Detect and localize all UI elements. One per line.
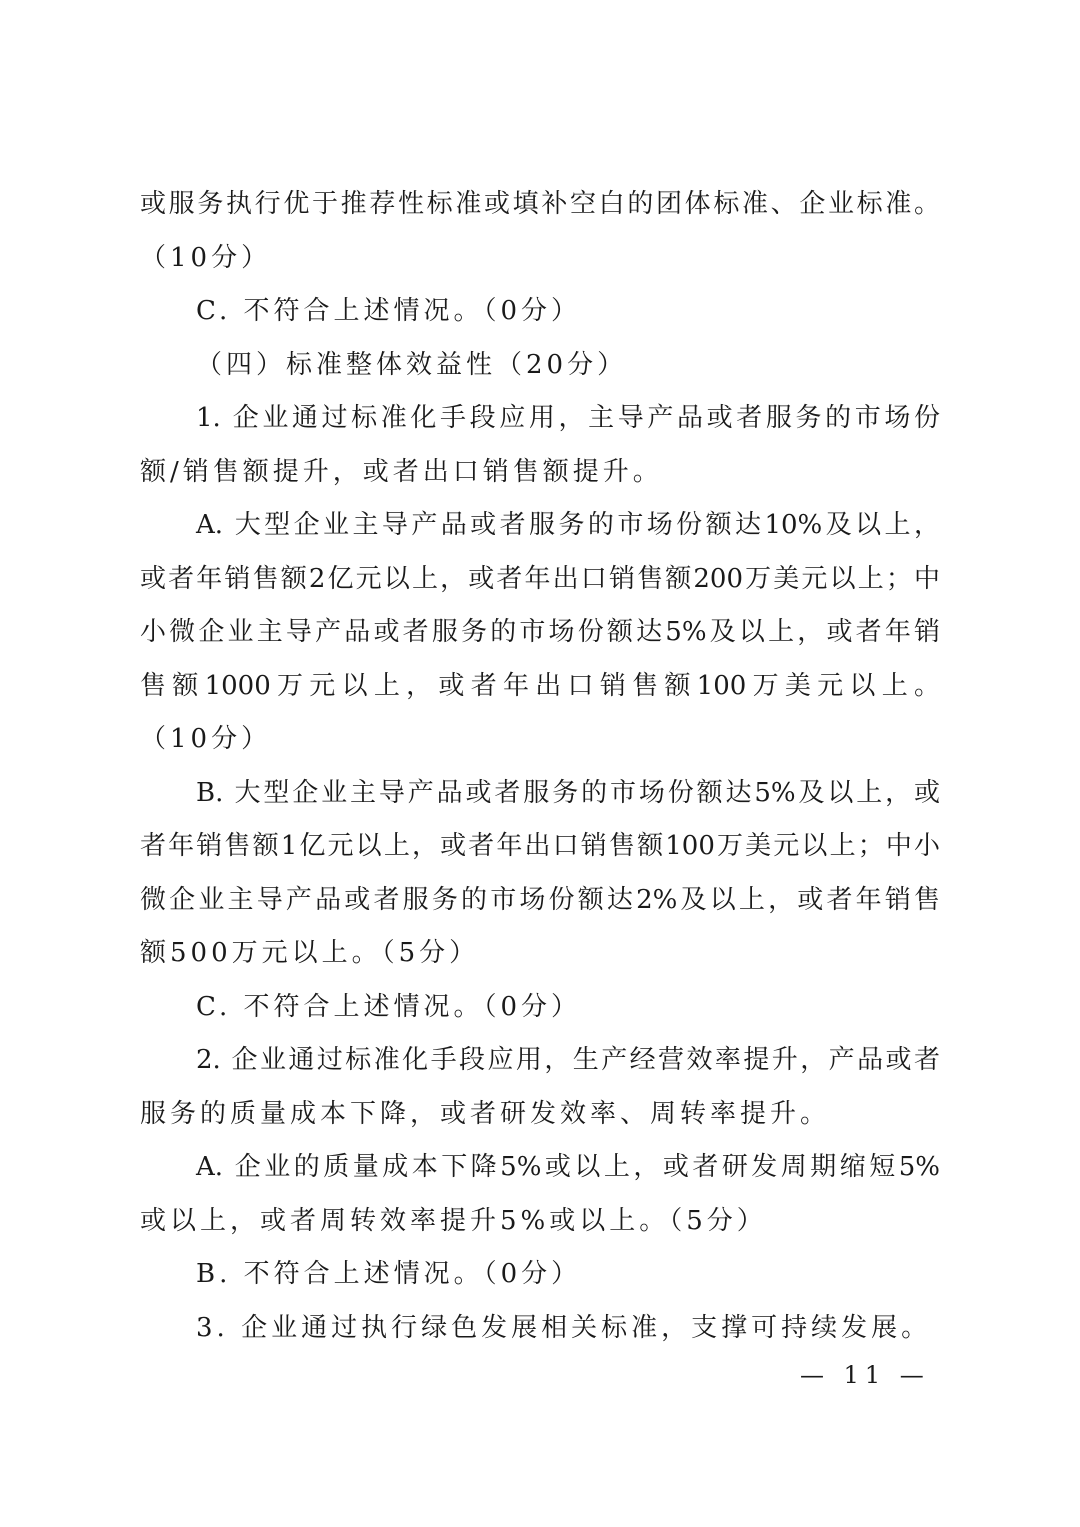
section-heading: （四）标准整体效益性（20分） [196,349,628,380]
text-line: 额/销售额提升，或者出口销售额提升。 [140,456,663,487]
text-line: 售额1000万元以上，或者年出口销售额100万美元以上。 [140,670,940,701]
document-body [140,178,940,1355]
text-line: 微企业主导产品或者服务的市场份额达2%及以上，或者年销售 [140,884,940,915]
text-line: 1. 企业通过标准化手段应用，主导产品或者服务的市场份 [196,403,940,433]
text-line: B. 大型企业主导产品或者服务的市场份额达5%及以上，或 [196,777,940,808]
text-line: 服务的质量成本下降，或者研发效率、周转率提升。 [140,1098,831,1129]
text-line: A. 企业的质量成本下降5%或以上，或者研发周期缩短5% [196,1152,940,1182]
text-line: 或服务执行优于推荐性标准或填补空白的团体标准、企业标准。 [140,189,940,219]
text-line: （10分） [140,724,272,754]
text-line: 2. 企业通过标准化手段应用，生产经营效率提升，产品或者 [196,1045,940,1075]
text-line: 3. 企业通过执行绿色发展相关标准，支撑可持续发展。 [196,1312,932,1343]
text-line: 者年销售额1亿元以上，或者年出口销售额100万美元以上；中小 [140,831,940,861]
text-line: （10分） [140,242,272,273]
text-line: 或者年销售额2亿元以上，或者年出口销售额200万美元以上；中 [140,563,940,594]
text-line: 额500万元以上。（5分） [140,938,480,968]
page-number: — 11 — [800,1361,930,1389]
text-line: C. 不符合上述情况。（0分） [196,991,582,1022]
text-line: A. 大型企业主导产品或者服务的市场份额达10%及以上， [196,510,940,540]
text-line: 或以上，或者周转效率提升5%或以上。（5分） [140,1205,767,1236]
text-line: B. 不符合上述情况。（0分） [196,1259,582,1289]
text-line: C. 不符合上述情况。（0分） [196,296,582,326]
text-line: 小微企业主导产品或者服务的市场份额达5%及以上，或者年销 [140,617,940,647]
